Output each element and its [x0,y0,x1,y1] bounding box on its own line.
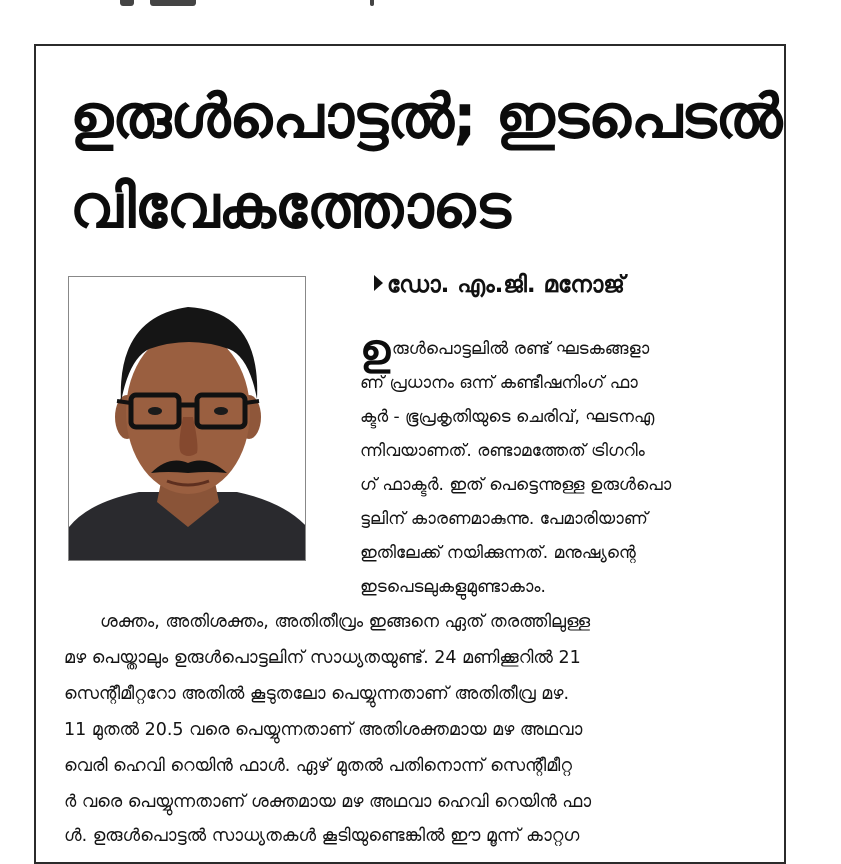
headline-line-1: ഉരുൾപൊട്ടൽ; ഇടപെടൽ [70,82,782,152]
author-byline [374,268,625,302]
byline-arrow-icon [374,275,383,291]
body-line: വെരി ഹെവി റെയിൻ ഫാൾ. ഏഴ് മുതൽ പതിനൊന്ന് സെന്റീമീറ്റ [64,756,572,776]
author-name: ഡോ. എം.ജി. മനോജ് [387,272,625,298]
body-line: ൾ. ഉരുൾപൊട്ടൽ സാധ്യതകൾ കൂടിയുണ്ടെങ്കിൽ ഈ മൂന്ന് കാറ്റഗ [64,826,580,846]
intro-line: ണ് പ്രധാനം ഒന്ന് കണ്ടീഷനിംഗ് ഫാ [360,373,638,393]
body-line: മഴ പെയ്താലും ഉരുൾപൊട്ടലിന് സാധ്യതയുണ്ട്. 24 മണിക്കൂറിൽ 21 [64,648,581,668]
clipped-text-fragment [120,0,134,6]
intro-line: ന്നിവയാണത്. രണ്ടാമത്തേത് ട്രിഗറിം [360,441,645,461]
body-line: ർ വരെ പെയ്യുന്നതാണ് ശക്തമായ മഴ അഥവാ ഹെവി റെയിൻ ഫാ [64,792,592,812]
intro-line: രുൾപൊട്ടലിൽ രണ്ട് ഘടകങ്ങളാ [392,339,650,359]
body-line: ശക്തം, അതിശക്തം, അതിതീവ്രം ഇങ്ങനെ ഏത് തരത്തിലുള്ള [100,612,591,632]
body-line: 11 മുതൽ 20.5 വരെ പെയ്യുന്നതാണ് അതിശക്തമായ മഴ അഥവാ [64,720,583,740]
body-line: സെന്റീമീറ്ററോ അതിൽ കൂടുതലോ പെയ്യുന്നതാണ് അതിതീവ്ര മഴ. [64,684,570,704]
intro-line: ഗ് ഫാക്ടർ. ഇത് പെട്ടെന്നുള്ള ഉരുൾപൊ [360,475,672,495]
intro-line: ക്ടർ - ഭൂപ്രകൃതിയുടെ ചെരിവ്, ഘടനഎ [360,407,655,427]
author-photo [68,276,306,561]
clipped-previous-article [0,0,841,14]
intro-line: ഇതിലേക്ക് നയിക്കുന്നത്. മനുഷ്യന്റെ [360,543,636,563]
drop-cap: ഉ [360,325,391,374]
headline-line-2: വിവേകത്തോടെ [70,172,510,242]
clipped-text-fragment [150,0,196,6]
intro-line: ട്ടലിന് കാരണമാകുന്നു. പേമാരിയാണ് [360,509,648,529]
clipped-text-fragment [370,0,374,6]
intro-line: ഇടപെടലുകളുമുണ്ടാകാം. [360,577,546,597]
